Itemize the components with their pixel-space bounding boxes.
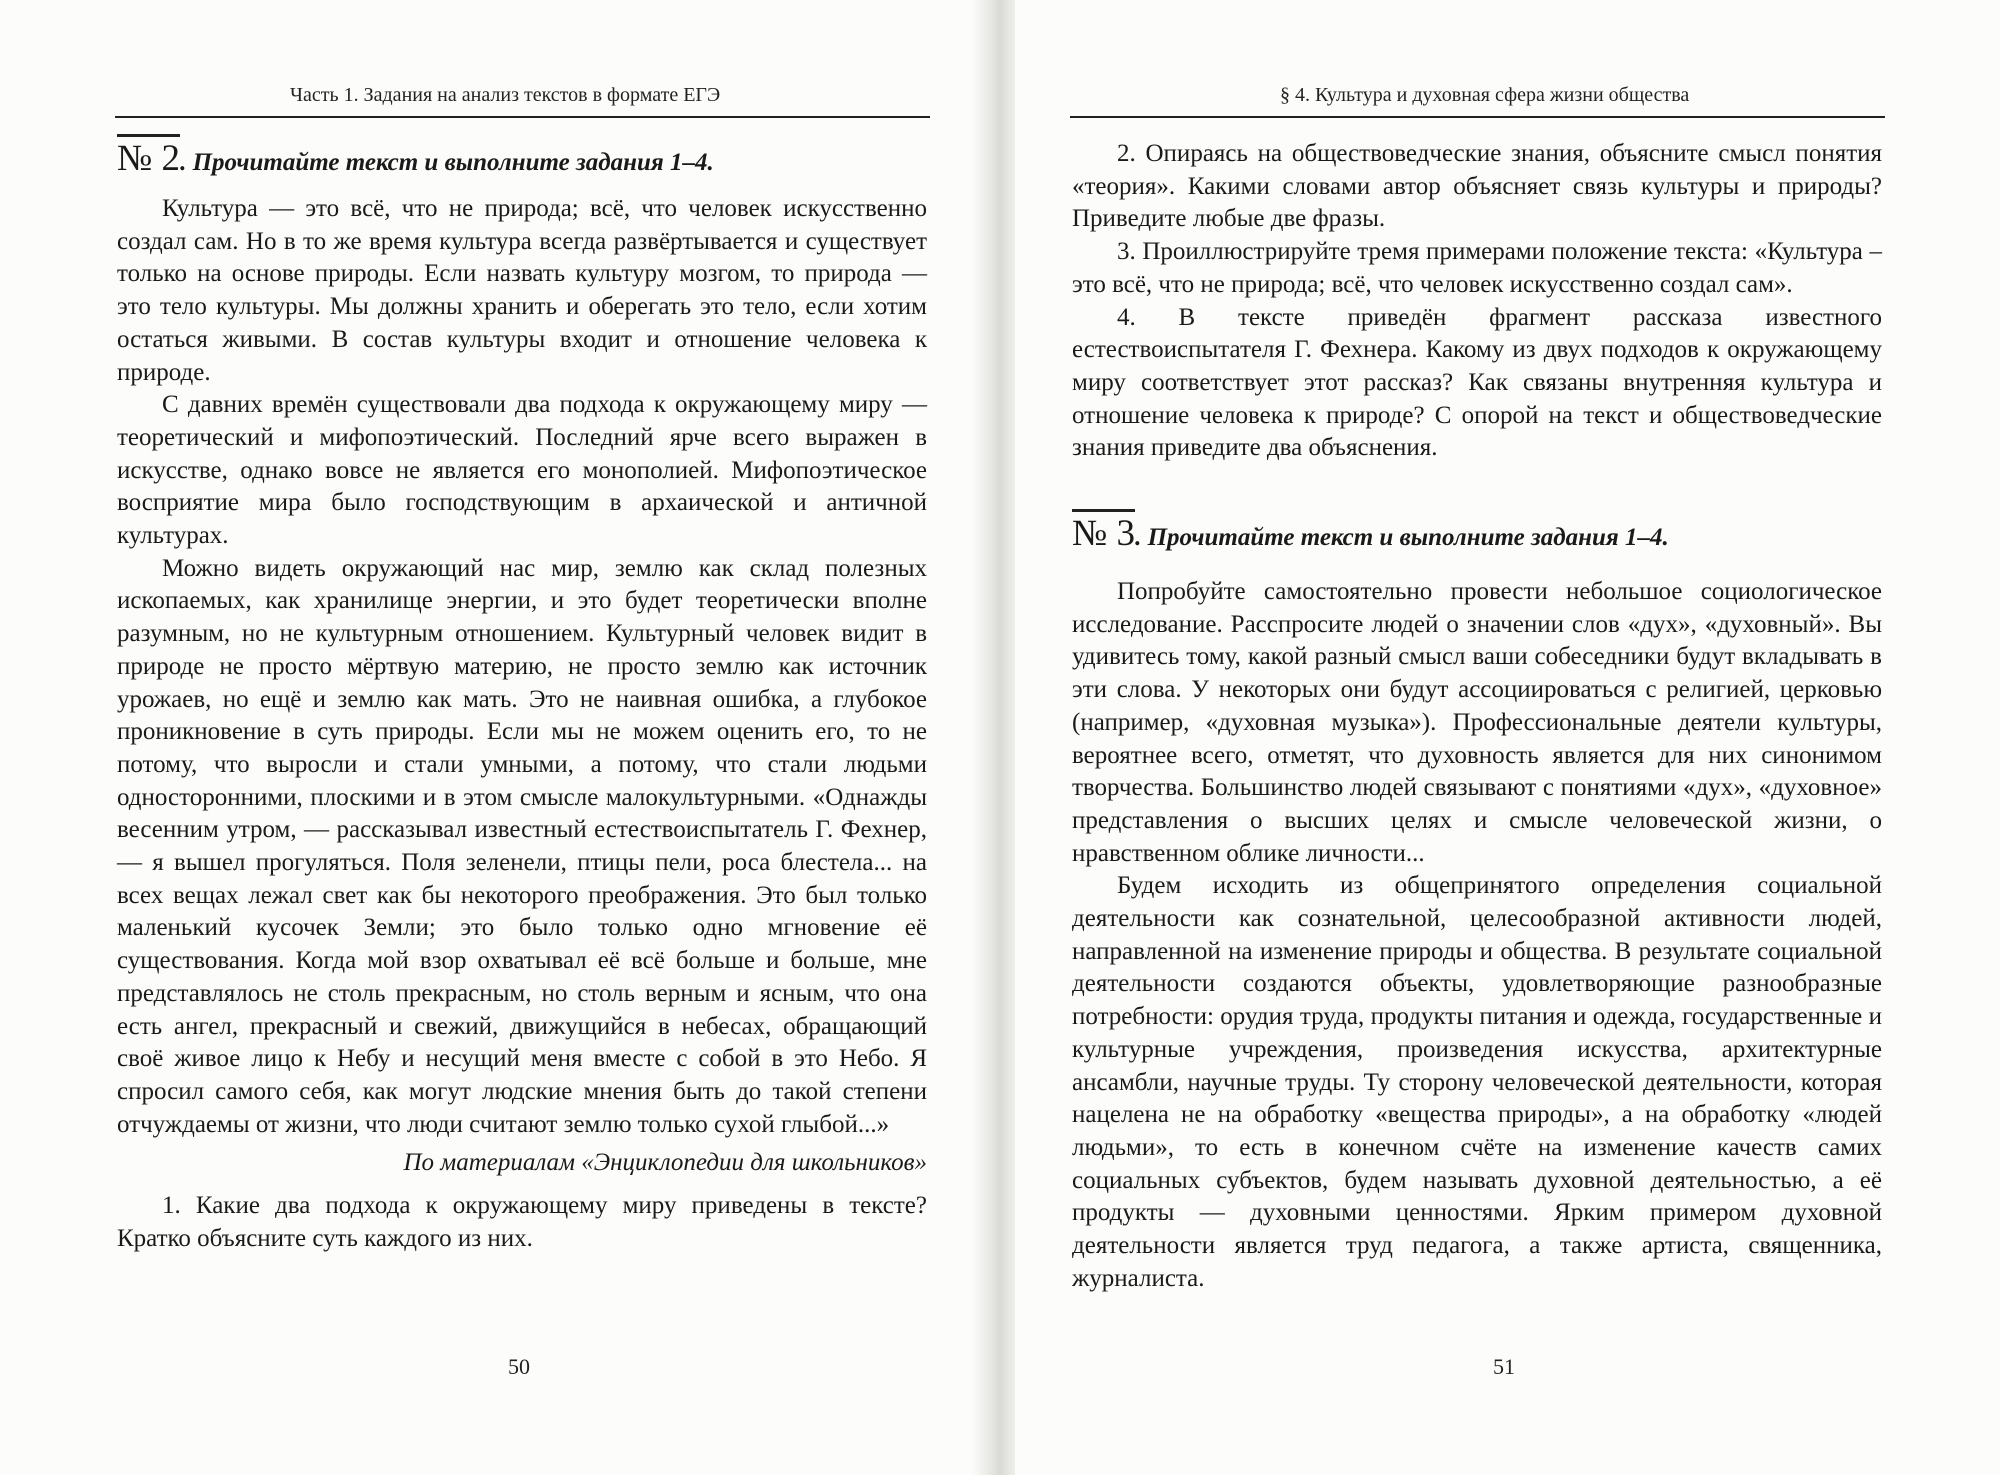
text-paragraph: Можно видеть окружающий нас мир, землю как склад полезных ископаемых, как хранилище энергии, и это будет теоретически вполне разумным, но не культурным отношением. Культурный человек видит в природе не просто мёртвую материю, не просто землю как источник урожаев, но ещё и землю как мать. Это не наивная ошибка, а глубокое проникновение в суть природы. Если мы не можем оценить его, то не потому, что выросли и стали умными, а потому, что стали людьми односторонними, плоскими и в этом смысле малокультурными. «Однажды весенним утром, — рассказывал известный естествоиспытатель Г. Фехнер, — я вышел прогуляться. Поля зеленели, птицы пели, роса блестела... на всех вещах лежал свет как бы некоторого преображения. Это был только маленький кусочек Земли; это было только одно мгновение её существования. Когда мой взор охватывал её всё больше и больше, мне представлялось не столь прекрасным, но столь верным и ясным, что она есть ангел, прекрасный и свежий, движущийся в небесах, обращающий своё живое лицо к Небу и несущий меня вместе с собой в это Небо. Я спросил самого себя, как могут людские мнения быть до такой степени отчуждаемы от жизни, что люди считают землю только сухой глыбой...» bbox=[117, 554, 927, 1138]
source-attribution: По материалам «Энциклопедии для школьников» bbox=[403, 1149, 927, 1177]
task-instruction: . Прочитайте текст и выполните задания 1–4. bbox=[1135, 524, 1669, 552]
spacer bbox=[1072, 558, 1882, 576]
spacer bbox=[117, 183, 927, 193]
task-number: № 2 bbox=[117, 134, 180, 179]
left-page bbox=[0, 0, 985, 1475]
task-heading bbox=[1072, 505, 1882, 558]
text-paragraph: Будем исходить из общепринятого определения социальной деятельности как сознательной, целесообразной активности людей, направленной на изменение природы и общества. В результате социальной деятельности создаются объекты, удовлетворяющие разнообразные потребности: орудия труда, продукты питания и одежда, государственные и культурные учреждения, произведения искусства, архитектурные ансамбли, научные труды. Ту сторону человеческой деятельности, которая нацелена не на обработку «вещества природы», а на обработку «людей людьми», то есть в конечном счёте на изменение качеств самих социальных субъектов, будем называть духовной деятельностью, а её продукты — духовными ценностями. Ярким примером духовной деятельности является труд педагога, а также артиста, священника, журналиста. bbox=[1072, 872, 1882, 1292]
left-page-content bbox=[117, 130, 927, 1256]
task-heading bbox=[117, 130, 927, 183]
header-rule bbox=[115, 116, 930, 118]
question-item: 3. Проиллюстрируйте тремя примерами положение текста: «Культура – это всё, что не природа; всё, что человек искусственно создал сам». bbox=[1072, 238, 1882, 298]
right-page bbox=[1015, 0, 2000, 1475]
spacer bbox=[1072, 465, 1882, 505]
header-rule bbox=[1070, 116, 1885, 118]
question-item: 4. В тексте приведён фрагмент рассказа известного естествоиспытателя Г. Фехнера. Какому из двух подходов к окружающему миру соответствует этот рассказ? Как связаны внутренняя культура и отношение человека к природе? С опорой на текст и обществоведческие знания приведите два объяснения. bbox=[1072, 303, 1882, 462]
page-number: 51 bbox=[1493, 1354, 1515, 1379]
right-page-content bbox=[1072, 138, 1882, 1296]
page-number: 50 bbox=[508, 1354, 530, 1379]
text-paragraph: Попробуйте самостоятельно провести небольшое социологическое исследование. Расспросите людей о значении слов «дух», «духовный». Вы удивитесь тому, какой разный смысл ваши собеседники будут вкладывать в эти слова. У некоторых они будут ассоциироваться с религией, церковью (например, «духовная музыка»). Профессиональные деятели культуры, вероятнее всего, отметят, что духовность является для них синонимом творчества. Большинство людей связывают с понятиями «дух», «духовное» представления о высших целях и смысле человеческой жизни, о нравственном облике личности... bbox=[1072, 578, 1882, 867]
text-paragraph: Культура — это всё, что не природа; всё, что человек искусственно создал сам. Но в то же время культура всегда развёртывается и существует только на основе природы. Если назвать культуру мозгом, то природа — это тело культуры. Мы должны хранить и оберегать это тело, если хотим остаться живыми. В состав культуры входит и отношение человека к природе. bbox=[117, 195, 927, 386]
task-number: № 3 bbox=[1072, 509, 1135, 554]
running-head: Часть 1. Задания на анализ текстов в формате ЕГЭ bbox=[290, 84, 721, 106]
question-item: 2. Опираясь на обществоведческие знания, объясните смысл понятия «теория». Какими словами автор объясняет связь культуры и природы? Приведите любые две фразы. bbox=[1072, 140, 1882, 233]
task-instruction: . Прочитайте текст и выполните задания 1–4. bbox=[180, 149, 714, 176]
question-item: 1. Какие два подхода к окружающему миру приведены в тексте? Кратко объясните суть каждого из них. bbox=[117, 1192, 927, 1252]
running-head: § 4. Культура и духовная сфера жизни общества bbox=[1280, 84, 1690, 106]
text-paragraph: С давних времён существовали два подхода к окружающему миру — теоретический и мифопоэтический. Последний ярче всего выражен в искусстве, однако вовсе не является его монополией. Мифопоэтическое восприятие мира было господствующим в архаической и античной культурах. bbox=[117, 391, 927, 550]
